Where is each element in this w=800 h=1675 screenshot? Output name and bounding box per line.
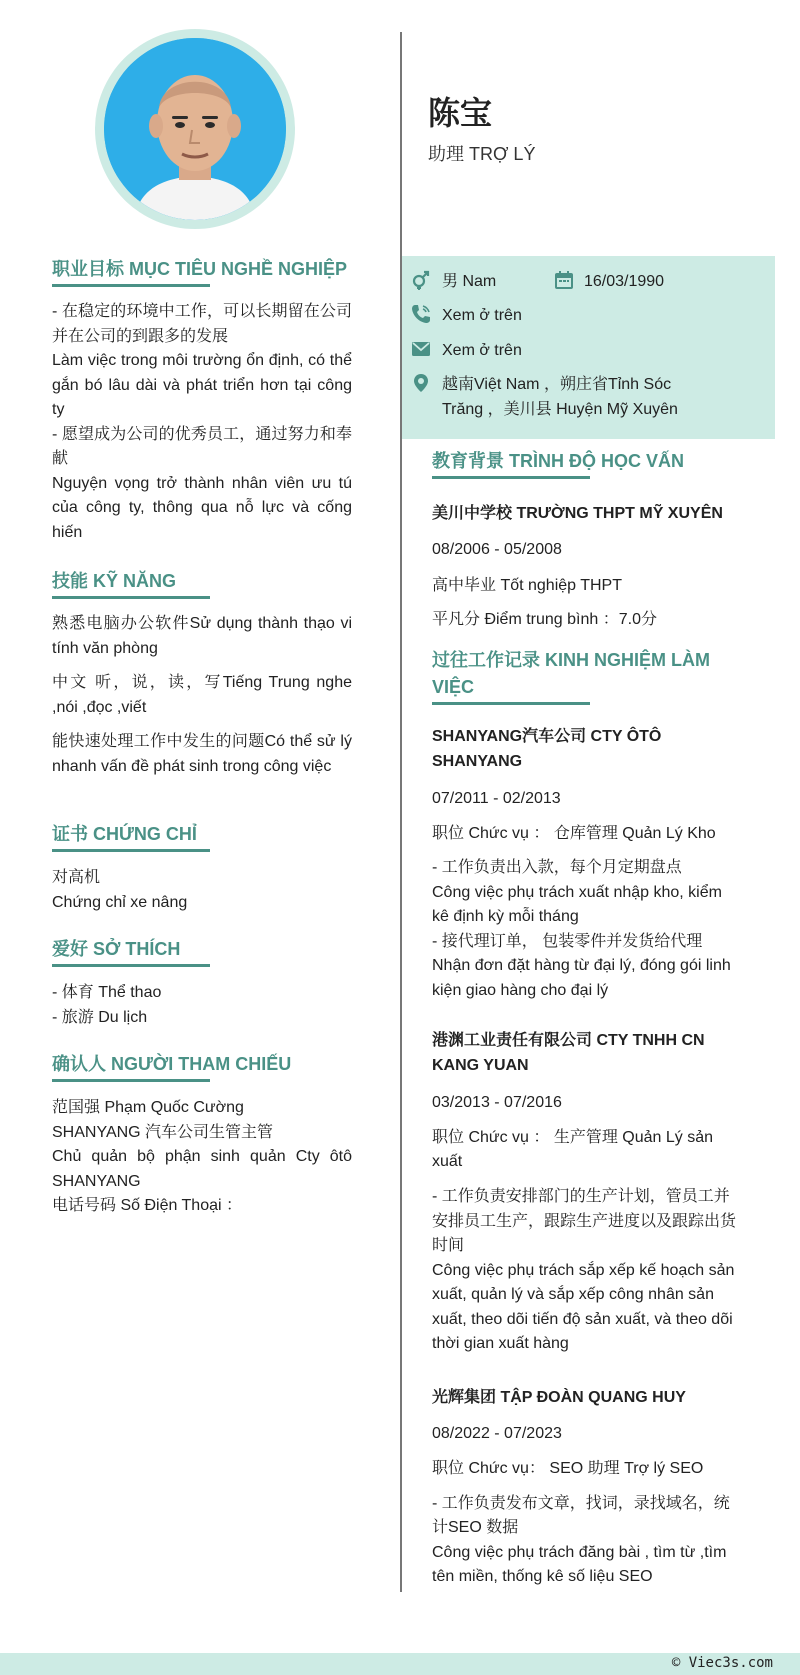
job-desc-line: Công việc phụ trách đăng bài , tìm từ ,tìm (432, 1544, 727, 1561)
section-title: 爱好 SỞ THÍCH (52, 939, 181, 959)
job-desc-line: Công việc phụ trách xuất nhập kho, kiểm (432, 884, 722, 901)
section-underline (52, 284, 210, 287)
job-company: 光辉集团 TẬP ĐOÀN QUANG HUY (432, 1389, 686, 1406)
reference-line: SHANYANG 汽车公司生管主管 (52, 1123, 274, 1141)
objective-line: - 在稳定的环境中工作，可以长期留在公司并在公司的到跟多的发展 (52, 303, 352, 345)
footer-bar (0, 1653, 800, 1675)
reference-line: 范国强 Phạm Quốc Cường (52, 1099, 244, 1116)
phone-icon (411, 304, 431, 324)
job-desc-line: - 工作负责出入款，每个月定期盘点 (432, 859, 682, 876)
candidate-role: 助理 TRỢ LÝ (428, 144, 536, 164)
job-position: 职位 Chức vụ ： 仓库管理 Quản Lý Kho (432, 825, 716, 842)
job-company: SHANYANG汽车公司 CTY ÔTÔ (432, 728, 662, 745)
email-icon (411, 339, 431, 359)
job-company: 港渊工业责任有限公司 CTY TNHH CN (432, 1032, 705, 1049)
section-underline (432, 702, 590, 705)
job-desc-line: - 接代理订单， 包装零件并发货给代理 (432, 933, 703, 950)
contact-box (402, 256, 775, 439)
section-underline (52, 964, 210, 967)
skills-list (52, 612, 352, 779)
section-title: 确认人 NGƯỜI THAM CHIẾU (52, 1054, 292, 1074)
job-position: 职位 Chức vụ： SEO 助理 Trợ lý SEO (432, 1460, 704, 1477)
certificates-text (52, 866, 352, 915)
job-period: 03/2013 - 07/2016 (432, 1094, 562, 1111)
certificates-section (52, 821, 352, 852)
objective-line: Nguyện vọng trở thành nhân viên ưu tú của công ty, thông qua nỗ lực và cống hiến (52, 474, 352, 541)
job-company: SHANYANG (432, 753, 523, 770)
gender-text: 男 Nam (442, 273, 497, 290)
job-desc-line: xuất, quản lý và sắp xếp công nhân sản (432, 1286, 714, 1303)
address-line: 越南Việt Nam ，朔庄省Tỉnh Sóc (442, 376, 672, 393)
job-position: xuất (432, 1153, 463, 1170)
job-desc-line: 安排员工生产，跟踪生产进度以及跟踪出货 (432, 1213, 737, 1230)
objective-section (52, 256, 352, 287)
gender-icon (411, 270, 431, 290)
education-degree: 高中毕业 Tốt nghiệp THPT (432, 577, 622, 594)
footer-credit[interactable]: © Viec3s.com (671, 1655, 773, 1671)
section-underline (52, 1079, 210, 1082)
objective-text (52, 300, 352, 545)
skills-section (52, 568, 352, 599)
reference-line: Chủ quản bộ phận sinh quản Cty ôtô SHANYANG (52, 1148, 352, 1190)
education-gpa: 平凡分 Điểm trung bình ：7.0分 (432, 611, 657, 628)
section-underline (432, 476, 590, 479)
skill-item: 熟悉电脑办公软件Sử dụng thành thạo vi tính văn phòng (52, 615, 352, 657)
phone-text: Xem ở trên (442, 307, 522, 324)
certificate-line: Chứng chỉ xe nâng (52, 893, 188, 911)
experience-title: VIỆC (432, 677, 475, 697)
job-desc-line: 时间 (432, 1237, 465, 1254)
job-desc-line: 计SEO 数据 (432, 1519, 519, 1536)
job-desc-line: - 工作负责安排部门的生产计划，管员工并 (432, 1188, 730, 1205)
job-company: KANG YUAN (432, 1057, 529, 1074)
email-text: Xem ở trên (442, 342, 522, 359)
job-desc-line: xuất, theo dõi tiến độ sản xuất, và theo dõi (432, 1311, 733, 1328)
objective-line: Làm việc trong môi trường ổn định, có thể gắn bó lâu dài và phát triển hơn tại công ty (52, 352, 352, 418)
birthdate-text: 16/03/1990 (584, 273, 665, 290)
school-name: 美川中学校 TRƯỜNG THPT MỸ XUYÊN (432, 505, 723, 522)
job-desc-line: - 工作负责发布文章，找词，录找域名，统 (432, 1495, 730, 1512)
job-desc-line: Nhận đơn đặt hàng từ đại lý, đóng gói linh (432, 957, 731, 974)
location-icon (411, 373, 431, 393)
job-desc-line: tên miền, thống kê số liệu SEO (432, 1568, 653, 1585)
job-desc-line: Công việc phụ trách sắp xếp kế hoạch sản (432, 1262, 735, 1279)
education-period: 08/2006 - 05/2008 (432, 541, 562, 558)
references-text (52, 1096, 352, 1219)
job-desc-line: thời gian xuất hàng (432, 1335, 569, 1352)
objective-line: - 愿望成为公司的优秀员工，通过努力和奉献 (52, 425, 352, 467)
address-line: Trăng ，美川县 Huyện Mỹ Xuyên (442, 401, 678, 418)
candidate-name: 陈宝 (428, 95, 493, 131)
section-underline (52, 849, 210, 852)
avatar (104, 38, 286, 220)
hobbies-text (52, 981, 352, 1030)
hobbies-section (52, 936, 352, 967)
job-period: 08/2022 - 07/2023 (432, 1425, 562, 1442)
calendar-icon (554, 270, 574, 290)
experience-title: 过往工作记录 KINH NGHIỆM LÀM (432, 650, 710, 670)
education-title: 教育背景 TRÌNH ĐỘ HỌC VẤN (432, 451, 684, 471)
profile-photo (104, 38, 286, 220)
job-position: 职位 Chức vụ ： 生产管理 Quản Lý sản (432, 1129, 714, 1146)
skill-item: 中文 听，说，读，写Tiếng Trung nghe ,nói ,đọc ,viết (52, 674, 352, 716)
reference-line: 电话号码 Số Điện Thoại ： (52, 1197, 242, 1214)
section-title: 证书 CHỨNG CHỈ (52, 824, 197, 844)
references-section (52, 1051, 352, 1082)
job-period: 07/2011 - 02/2013 (432, 790, 561, 807)
job-desc-line: kiện giao hàng cho đại lý (432, 982, 609, 999)
section-title: 职业目标 MỤC TIÊU NGHỀ NGHIỆP (52, 259, 348, 279)
hobby-line: - 体育 Thể thao (52, 984, 162, 1001)
section-underline (52, 596, 210, 599)
certificate-line: 对高机 (52, 869, 101, 886)
job-desc-line: kê định kỳ mỗi tháng (432, 908, 579, 925)
hobby-line: - 旅游 Du lịch (52, 1008, 148, 1026)
section-title: 技能 KỸ NĂNG (52, 571, 177, 591)
skill-item: 能快速处理工作中发生的问题Có thể sử lý nhanh vấn đề phát sinh trong công việc (52, 733, 352, 775)
